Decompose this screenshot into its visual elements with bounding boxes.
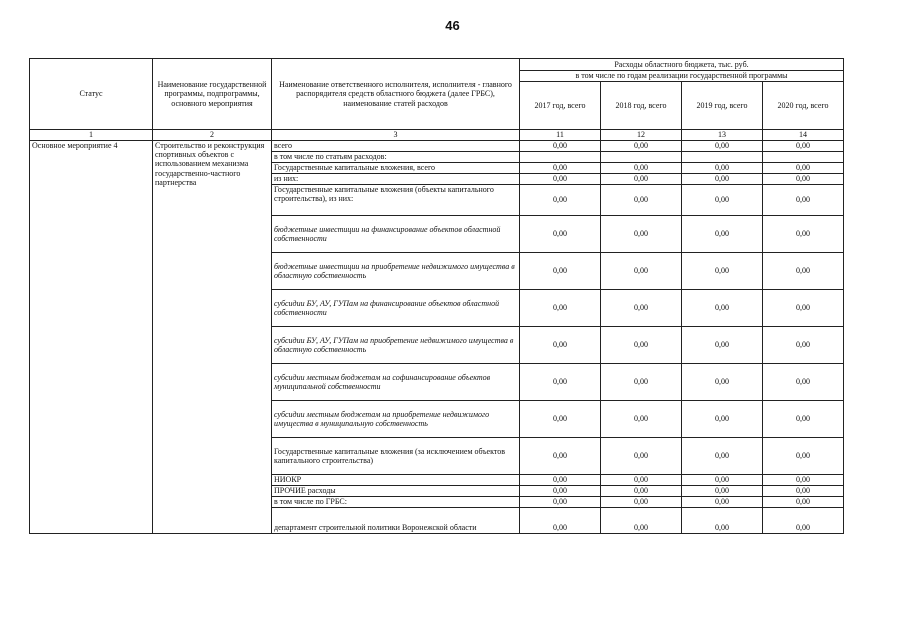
expense-item-label: субсидии БУ, АУ, ГУПам на приобретение недвижимого имущества в областную собственность <box>272 327 520 364</box>
value-2017: 0,00 <box>520 174 601 185</box>
header-year-2020: 2020 год, всего <box>763 82 844 130</box>
value-2020: 0,00 <box>763 290 844 327</box>
value-2017: 0,00 <box>520 290 601 327</box>
value-2020: 0,00 <box>763 141 844 152</box>
value-2017: 0,00 <box>520 163 601 174</box>
value-2020: 0,00 <box>763 163 844 174</box>
value-2020: 0,00 <box>763 497 844 508</box>
value-2019: 0,00 <box>682 141 763 152</box>
value-2018: 0,00 <box>601 185 682 216</box>
column-number: 1 <box>30 130 153 141</box>
value-2019: 0,00 <box>682 185 763 216</box>
program-name-cell: Строительство и реконструкция спортивных объектов с использованием механизма государственно-частного партнерства <box>153 141 272 534</box>
value-2020: 0,00 <box>763 253 844 290</box>
value-2019: 0,00 <box>682 475 763 486</box>
status-cell: Основное мероприятие 4 <box>30 141 153 534</box>
value-2020: 0,00 <box>763 174 844 185</box>
header-expenses: Расходы областного бюджета, тыс. руб. <box>520 59 844 71</box>
value-2017: 0,00 <box>520 438 601 475</box>
value-2018: 0,00 <box>601 401 682 438</box>
expense-item-label: Государственные капитальные вложения (за исключением объектов капитального строительства) <box>272 438 520 475</box>
expense-item-label: НИОКР <box>272 475 520 486</box>
column-number: 12 <box>601 130 682 141</box>
value-2020: 0,00 <box>763 438 844 475</box>
header-year-2017: 2017 год, всего <box>520 82 601 130</box>
value-2019: 0,00 <box>682 327 763 364</box>
expense-item-label: Государственные капитальные вложения (объекты капитального строительства), из них: <box>272 185 520 216</box>
value-2018: 0,00 <box>601 508 682 534</box>
value-2018: 0,00 <box>601 174 682 185</box>
value-2020: 0,00 <box>763 508 844 534</box>
expense-item-label: субсидии БУ, АУ, ГУПам на финансирование объектов областной собственности <box>272 290 520 327</box>
value-2019: 0,00 <box>682 216 763 253</box>
header-year-2019: 2019 год, всего <box>682 82 763 130</box>
value-2019: 0,00 <box>682 364 763 401</box>
value-2018: 0,00 <box>601 216 682 253</box>
value-2018: 0,00 <box>601 486 682 497</box>
value-2019: 0,00 <box>682 497 763 508</box>
value-2019: 0,00 <box>682 486 763 497</box>
expense-item-label: в том числе по ГРБС: <box>272 497 520 508</box>
value-2017: 0,00 <box>520 475 601 486</box>
value-2017: 0,00 <box>520 327 601 364</box>
value-2017: 0,00 <box>520 497 601 508</box>
value-2018: 0,00 <box>601 497 682 508</box>
value-2020: 0,00 <box>763 185 844 216</box>
value-2019: 0,00 <box>682 253 763 290</box>
value-2019: 0,00 <box>682 163 763 174</box>
value-2018: 0,00 <box>601 163 682 174</box>
column-number: 11 <box>520 130 601 141</box>
value-2018 <box>601 152 682 163</box>
column-number-row <box>30 130 844 141</box>
header-year-2018: 2018 год, всего <box>601 82 682 130</box>
value-2017: 0,00 <box>520 216 601 253</box>
expense-item-label: всего <box>272 141 520 152</box>
expense-item-label: департамент строительной политики Воронежской области <box>272 508 520 534</box>
value-2017 <box>520 152 601 163</box>
expense-item-label: бюджетные инвестиции на финансирование объектов областной собственности <box>272 216 520 253</box>
column-number: 2 <box>153 130 272 141</box>
value-2017: 0,00 <box>520 141 601 152</box>
value-2018: 0,00 <box>601 438 682 475</box>
value-2018: 0,00 <box>601 141 682 152</box>
value-2019: 0,00 <box>682 508 763 534</box>
header-program-name: Наименование государственной программы, подпрограммы, основного мероприятия <box>153 59 272 130</box>
expense-item-label: субсидии местным бюджетам на софинансирование объектов муниципальной собственности <box>272 364 520 401</box>
header-executor: Наименование ответственного исполнителя, исполнителя - главного распорядителя средств областного бюджета (далее ГРБС), наименование статей расходов <box>272 59 520 130</box>
value-2019: 0,00 <box>682 174 763 185</box>
column-number: 3 <box>272 130 520 141</box>
value-2019: 0,00 <box>682 438 763 475</box>
value-2019 <box>682 152 763 163</box>
value-2017: 0,00 <box>520 508 601 534</box>
header-by-years: в том числе по годам реализации государственной программы <box>520 71 844 82</box>
expense-item-label: бюджетные инвестиции на приобретение недвижимого имущества в областную собственность <box>272 253 520 290</box>
value-2018: 0,00 <box>601 327 682 364</box>
value-2018: 0,00 <box>601 253 682 290</box>
column-number: 14 <box>763 130 844 141</box>
table-row <box>30 141 844 152</box>
expense-item-label: ПРОЧИЕ расходы <box>272 486 520 497</box>
page-number: 46 <box>445 18 460 33</box>
value-2020: 0,00 <box>763 486 844 497</box>
expense-item-label: субсидии местным бюджетам на приобретение недвижимого имущества в муниципальную собственность <box>272 401 520 438</box>
value-2018: 0,00 <box>601 475 682 486</box>
expense-item-label: Государственные капитальные вложения, всего <box>272 163 520 174</box>
expense-item-label: из них: <box>272 174 520 185</box>
value-2017: 0,00 <box>520 253 601 290</box>
value-2018: 0,00 <box>601 364 682 401</box>
value-2017: 0,00 <box>520 486 601 497</box>
value-2019: 0,00 <box>682 401 763 438</box>
value-2020: 0,00 <box>763 475 844 486</box>
value-2017: 0,00 <box>520 364 601 401</box>
value-2020 <box>763 152 844 163</box>
value-2017: 0,00 <box>520 401 601 438</box>
value-2020: 0,00 <box>763 401 844 438</box>
value-2019: 0,00 <box>682 290 763 327</box>
column-number: 13 <box>682 130 763 141</box>
budget-table <box>29 58 844 534</box>
expense-item-label: в том числе по статьям расходов: <box>272 152 520 163</box>
value-2018: 0,00 <box>601 290 682 327</box>
value-2020: 0,00 <box>763 364 844 401</box>
value-2020: 0,00 <box>763 216 844 253</box>
value-2020: 0,00 <box>763 327 844 364</box>
value-2017: 0,00 <box>520 185 601 216</box>
header-status: Статус <box>30 59 153 130</box>
